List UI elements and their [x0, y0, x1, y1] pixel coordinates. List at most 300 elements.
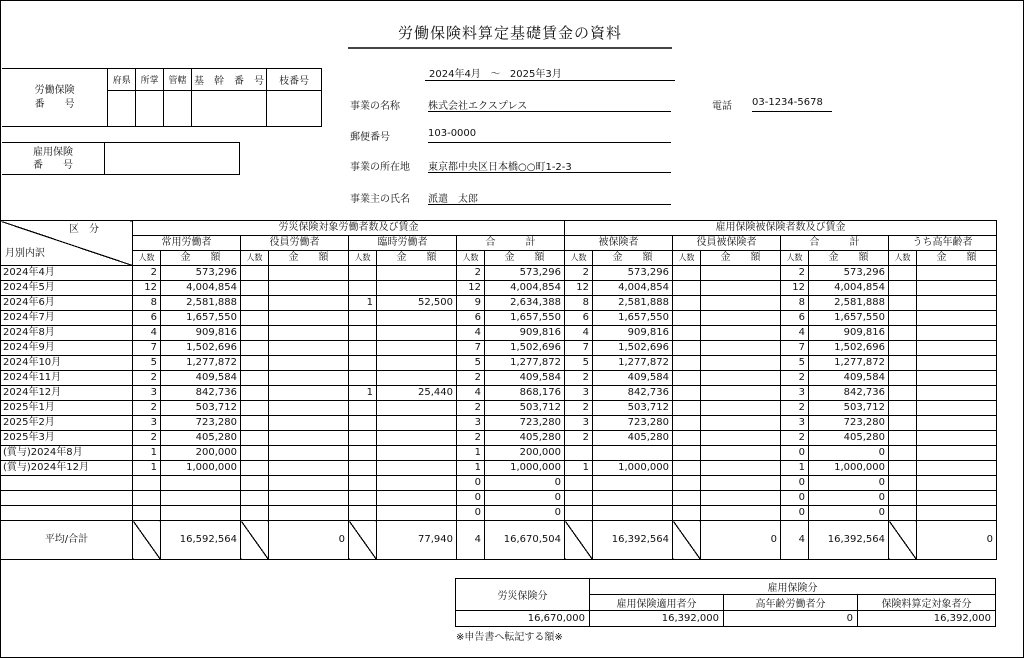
amount-cell[interactable]	[917, 311, 997, 326]
count-cell[interactable]: 3	[457, 416, 485, 431]
ninzu-header: 人数	[349, 251, 377, 266]
table-row	[1, 416, 997, 431]
count-cell[interactable]: 2	[781, 371, 809, 386]
count-cell[interactable]: 8	[781, 296, 809, 311]
count-cell[interactable]	[349, 446, 377, 461]
amount-cell[interactable]	[269, 401, 349, 416]
count-cell[interactable]: 0	[457, 491, 485, 506]
col-shosho: 所掌	[136, 69, 164, 91]
amount-cell[interactable]	[269, 491, 349, 506]
count-cell[interactable]: 3	[565, 416, 593, 431]
count-cell[interactable]	[889, 281, 917, 296]
amount-cell[interactable]	[701, 326, 781, 341]
amount-cell[interactable]	[917, 491, 997, 506]
amount-cell[interactable]: 4,004,854	[593, 281, 673, 296]
amount-cell[interactable]	[269, 506, 349, 521]
count-cell[interactable]: 2	[133, 401, 161, 416]
amount-cell[interactable]	[269, 266, 349, 281]
count-cell[interactable]	[673, 491, 701, 506]
count-cell[interactable]	[133, 506, 161, 521]
amount-cell[interactable]	[161, 506, 241, 521]
amount-cell[interactable]	[917, 506, 997, 521]
count-cell[interactable]	[673, 476, 701, 491]
count-cell[interactable]	[349, 356, 377, 371]
amount-cell[interactable]	[269, 476, 349, 491]
kingaku-header: 金 額	[593, 251, 673, 266]
amount-cell[interactable]	[917, 341, 997, 356]
amount-cell[interactable]	[377, 266, 457, 281]
count-cell[interactable]: 3	[781, 386, 809, 401]
amount-cell[interactable]: 1,502,696	[809, 341, 889, 356]
count-cell[interactable]: 0	[781, 491, 809, 506]
amount-cell[interactable]	[917, 371, 997, 386]
count-cell[interactable]	[241, 296, 269, 311]
amount-cell[interactable]	[377, 491, 457, 506]
count-cell[interactable]	[349, 311, 377, 326]
count-cell[interactable]	[673, 386, 701, 401]
amount-cell[interactable]	[377, 281, 457, 296]
count-cell[interactable]	[241, 461, 269, 476]
amount-cell[interactable]	[701, 476, 781, 491]
amount-cell[interactable]: 2,581,888	[809, 296, 889, 311]
count-cell[interactable]: 8	[133, 296, 161, 311]
amount-cell[interactable]: 0	[485, 506, 565, 521]
count-cell[interactable]: 3	[565, 386, 593, 401]
count-cell[interactable]	[673, 326, 701, 341]
amount-cell[interactable]: 4,004,854	[809, 281, 889, 296]
amount-cell[interactable]: 2,581,888	[161, 296, 241, 311]
amount-cell[interactable]: 52,500	[377, 296, 457, 311]
amount-cell[interactable]	[701, 371, 781, 386]
amount-cell[interactable]: 723,280	[161, 416, 241, 431]
count-cell[interactable]	[673, 506, 701, 521]
count-cell[interactable]	[889, 476, 917, 491]
amount-cell[interactable]: 200,000	[485, 446, 565, 461]
count-cell[interactable]: 5	[565, 356, 593, 371]
count-cell[interactable]: 2	[565, 371, 593, 386]
amount-cell[interactable]	[377, 341, 457, 356]
amount-cell[interactable]	[377, 431, 457, 446]
count-cell[interactable]	[241, 401, 269, 416]
amount-cell[interactable]: 409,584	[161, 371, 241, 386]
col-kankatsu: 管轄	[164, 69, 192, 91]
count-cell[interactable]: 2	[133, 371, 161, 386]
count-cell[interactable]: 6	[457, 311, 485, 326]
amount-cell[interactable]: 200,000	[161, 446, 241, 461]
count-cell[interactable]: 12	[565, 281, 593, 296]
row-label: 2024年5月	[1, 281, 133, 296]
count-cell[interactable]	[889, 371, 917, 386]
count-cell[interactable]	[133, 476, 161, 491]
amount-cell[interactable]: 723,280	[485, 416, 565, 431]
transfer-note: ※申告書へ転記する額※	[456, 632, 563, 643]
count-cell[interactable]	[349, 431, 377, 446]
amount-cell[interactable]: 909,816	[161, 326, 241, 341]
count-cell[interactable]: 6	[133, 311, 161, 326]
amount-cell[interactable]: 1,277,872	[161, 356, 241, 371]
amount-cell[interactable]	[269, 341, 349, 356]
amount-cell[interactable]: 503,712	[593, 401, 673, 416]
amount-cell[interactable]: 909,816	[593, 326, 673, 341]
count-cell[interactable]: 2	[565, 266, 593, 281]
count-cell[interactable]	[349, 416, 377, 431]
amount-cell[interactable]	[917, 266, 997, 281]
count-cell[interactable]: 3	[133, 416, 161, 431]
amount-cell[interactable]	[701, 281, 781, 296]
count-cell[interactable]: 2	[781, 431, 809, 446]
amount-cell[interactable]	[161, 491, 241, 506]
amount-cell[interactable]: 405,280	[809, 431, 889, 446]
count-cell[interactable]	[673, 266, 701, 281]
col-branch-number: 枝番号	[267, 69, 322, 91]
kubun-header: 区 分 月別内訳	[1, 221, 133, 266]
amount-cell[interactable]	[269, 326, 349, 341]
count-cell[interactable]: 4	[781, 326, 809, 341]
amount-cell[interactable]: 0	[809, 491, 889, 506]
count-cell[interactable]	[565, 446, 593, 461]
count-cell[interactable]: 6	[781, 311, 809, 326]
amount-cell[interactable]	[917, 326, 997, 341]
cell-shosho[interactable]	[136, 91, 164, 127]
amount-cell[interactable]: 1,277,872	[809, 356, 889, 371]
count-cell[interactable]: 0	[781, 506, 809, 521]
count-cell[interactable]	[241, 371, 269, 386]
count-cell[interactable]	[241, 266, 269, 281]
count-cell[interactable]: 7	[781, 341, 809, 356]
count-cell[interactable]: 2	[457, 371, 485, 386]
count-cell[interactable]	[673, 296, 701, 311]
amount-cell[interactable]: 1,277,872	[485, 356, 565, 371]
amount-cell[interactable]: 723,280	[593, 416, 673, 431]
count-cell[interactable]: 12	[781, 281, 809, 296]
count-cell[interactable]	[673, 356, 701, 371]
cell-kankatsu[interactable]	[164, 91, 192, 127]
amount-cell[interactable]	[593, 476, 673, 491]
amount-cell[interactable]: 0	[809, 446, 889, 461]
amount-cell[interactable]: 409,584	[809, 371, 889, 386]
amount-cell[interactable]	[269, 386, 349, 401]
amount-cell[interactable]: 0	[809, 476, 889, 491]
amount-cell[interactable]	[917, 401, 997, 416]
amount-cell[interactable]: 1,657,550	[485, 311, 565, 326]
count-cell[interactable]	[673, 281, 701, 296]
amount-cell[interactable]	[269, 296, 349, 311]
count-cell[interactable]	[673, 341, 701, 356]
count-cell[interactable]	[241, 386, 269, 401]
amount-cell[interactable]	[269, 356, 349, 371]
count-cell[interactable]: 2	[565, 431, 593, 446]
count-cell[interactable]	[241, 491, 269, 506]
amount-cell[interactable]	[917, 296, 997, 311]
amount-cell[interactable]: 1,657,550	[161, 311, 241, 326]
amount-cell[interactable]: 573,296	[593, 266, 673, 281]
amount-cell[interactable]	[269, 431, 349, 446]
amount-cell[interactable]: 0	[485, 491, 565, 506]
amount-cell[interactable]: 909,816	[809, 326, 889, 341]
amount-cell[interactable]	[917, 281, 997, 296]
count-cell[interactable]: 0	[457, 506, 485, 521]
count-cell[interactable]	[673, 401, 701, 416]
postal-label: 郵便番号	[350, 132, 390, 143]
amount-cell[interactable]: 405,280	[593, 431, 673, 446]
count-cell[interactable]	[889, 386, 917, 401]
amount-cell[interactable]: 1,657,550	[593, 311, 673, 326]
amount-cell[interactable]: 0	[485, 476, 565, 491]
amount-cell[interactable]	[701, 491, 781, 506]
amount-cell[interactable]: 409,584	[485, 371, 565, 386]
amount-cell[interactable]	[377, 371, 457, 386]
amount-cell[interactable]	[377, 356, 457, 371]
count-cell[interactable]: 1	[457, 461, 485, 476]
count-cell[interactable]	[889, 356, 917, 371]
amount-cell[interactable]	[917, 356, 997, 371]
count-cell[interactable]: 0	[781, 446, 809, 461]
count-cell[interactable]: 2	[565, 401, 593, 416]
count-cell[interactable]	[241, 311, 269, 326]
count-cell[interactable]: 2	[781, 266, 809, 281]
count-cell[interactable]: 1	[349, 386, 377, 401]
count-cell[interactable]	[349, 281, 377, 296]
amount-cell[interactable]	[701, 416, 781, 431]
amount-cell[interactable]	[269, 311, 349, 326]
cell-prefecture[interactable]	[108, 91, 136, 127]
count-cell[interactable]: 1	[781, 461, 809, 476]
amount-cell[interactable]	[917, 416, 997, 431]
count-cell[interactable]: 2	[457, 401, 485, 416]
count-cell[interactable]	[349, 326, 377, 341]
count-cell[interactable]	[673, 371, 701, 386]
count-cell[interactable]	[565, 506, 593, 521]
count-cell[interactable]: 12	[457, 281, 485, 296]
count-cell[interactable]: 4	[457, 326, 485, 341]
amount-cell[interactable]	[269, 461, 349, 476]
total-elderly: 0	[917, 521, 997, 560]
count-cell[interactable]	[349, 506, 377, 521]
count-cell[interactable]: 1	[349, 296, 377, 311]
count-cell[interactable]	[133, 491, 161, 506]
amount-cell[interactable]: 909,816	[485, 326, 565, 341]
count-cell[interactable]	[241, 431, 269, 446]
amount-cell[interactable]	[269, 371, 349, 386]
subheader-2: 臨時労働者	[349, 236, 457, 251]
amount-cell[interactable]: 25,440	[377, 386, 457, 401]
amount-cell[interactable]: 842,736	[161, 386, 241, 401]
count-cell[interactable]	[349, 401, 377, 416]
count-cell[interactable]	[673, 461, 701, 476]
count-cell[interactable]	[241, 416, 269, 431]
count-cell[interactable]	[241, 476, 269, 491]
count-cell[interactable]	[889, 431, 917, 446]
count-cell[interactable]	[673, 416, 701, 431]
amount-cell[interactable]: 1,657,550	[809, 311, 889, 326]
count-cell[interactable]: 9	[457, 296, 485, 311]
count-cell[interactable]: 2	[457, 431, 485, 446]
count-cell[interactable]	[673, 311, 701, 326]
amount-cell[interactable]	[701, 356, 781, 371]
count-cell[interactable]: 4	[133, 326, 161, 341]
amount-cell[interactable]: 1,000,000	[161, 461, 241, 476]
count-cell[interactable]	[673, 431, 701, 446]
amount-cell[interactable]	[701, 401, 781, 416]
amount-cell[interactable]: 2,581,888	[593, 296, 673, 311]
count-cell[interactable]: 8	[565, 296, 593, 311]
count-cell[interactable]: 2	[133, 266, 161, 281]
count-cell[interactable]	[889, 461, 917, 476]
count-cell[interactable]	[565, 476, 593, 491]
kingaku-header: 金 額	[701, 251, 781, 266]
count-cell[interactable]	[673, 446, 701, 461]
cell-employment-number[interactable]	[105, 143, 240, 175]
count-cell[interactable]	[349, 491, 377, 506]
count-cell[interactable]	[889, 341, 917, 356]
count-cell[interactable]: 1	[457, 446, 485, 461]
count-cell[interactable]	[241, 326, 269, 341]
count-cell[interactable]: 0	[781, 476, 809, 491]
amount-cell[interactable]	[701, 341, 781, 356]
count-cell[interactable]	[889, 296, 917, 311]
amount-cell[interactable]: 1,000,000	[593, 461, 673, 476]
count-cell[interactable]	[889, 326, 917, 341]
amount-cell[interactable]	[917, 446, 997, 461]
kingaku-header: 金 額	[377, 251, 457, 266]
count-cell[interactable]	[889, 416, 917, 431]
amount-cell[interactable]: 4,004,854	[485, 281, 565, 296]
count-cell[interactable]: 5	[781, 356, 809, 371]
amount-cell[interactable]: 842,736	[593, 386, 673, 401]
amount-cell[interactable]: 503,712	[485, 401, 565, 416]
count-cell[interactable]: 4	[457, 386, 485, 401]
amount-cell[interactable]: 842,736	[809, 386, 889, 401]
amount-cell[interactable]	[593, 506, 673, 521]
count-cell[interactable]: 3	[133, 386, 161, 401]
amount-cell[interactable]	[701, 311, 781, 326]
row-label: 2024年7月	[1, 311, 133, 326]
count-cell[interactable]: 7	[133, 341, 161, 356]
amount-cell[interactable]	[593, 491, 673, 506]
amount-cell[interactable]: 405,280	[485, 431, 565, 446]
row-label: 2024年12月	[1, 386, 133, 401]
amount-cell[interactable]: 503,712	[161, 401, 241, 416]
amount-cell[interactable]: 0	[809, 506, 889, 521]
count-cell[interactable]	[241, 356, 269, 371]
amount-cell[interactable]	[701, 506, 781, 521]
amount-cell[interactable]	[593, 446, 673, 461]
amount-cell[interactable]: 2,634,388	[485, 296, 565, 311]
count-cell[interactable]: 3	[781, 416, 809, 431]
count-cell[interactable]: 1	[133, 461, 161, 476]
count-cell[interactable]	[565, 491, 593, 506]
count-cell[interactable]: 1	[133, 446, 161, 461]
count-cell[interactable]: 2	[133, 431, 161, 446]
count-cell[interactable]	[349, 341, 377, 356]
count-cell[interactable]	[349, 461, 377, 476]
count-cell[interactable]: 6	[565, 311, 593, 326]
kingaku-header: 金 額	[809, 251, 889, 266]
amount-cell[interactable]	[701, 461, 781, 476]
amount-cell[interactable]: 573,296	[161, 266, 241, 281]
count-cell[interactable]	[889, 266, 917, 281]
count-cell[interactable]: 0	[457, 476, 485, 491]
amount-cell[interactable]: 573,296	[809, 266, 889, 281]
amount-cell[interactable]	[161, 476, 241, 491]
amount-cell[interactable]	[701, 446, 781, 461]
count-cell[interactable]: 7	[565, 341, 593, 356]
count-cell[interactable]	[889, 506, 917, 521]
amount-cell[interactable]	[269, 281, 349, 296]
count-cell[interactable]	[889, 446, 917, 461]
amount-cell[interactable]	[377, 416, 457, 431]
amount-cell[interactable]	[377, 446, 457, 461]
amount-cell[interactable]	[269, 416, 349, 431]
amount-cell[interactable]: 1,502,696	[593, 341, 673, 356]
amount-cell[interactable]: 573,296	[485, 266, 565, 281]
count-cell[interactable]: 12	[133, 281, 161, 296]
count-cell[interactable]	[349, 476, 377, 491]
amount-cell[interactable]	[701, 296, 781, 311]
count-cell[interactable]	[889, 491, 917, 506]
amount-cell[interactable]	[701, 266, 781, 281]
amount-cell[interactable]: 1,277,872	[593, 356, 673, 371]
count-cell[interactable]: 2	[457, 266, 485, 281]
amount-cell[interactable]: 409,584	[593, 371, 673, 386]
amount-cell[interactable]: 503,712	[809, 401, 889, 416]
table-row	[1, 296, 997, 311]
count-cell[interactable]	[889, 401, 917, 416]
count-cell[interactable]: 5	[133, 356, 161, 371]
amount-cell[interactable]	[377, 401, 457, 416]
total-slash	[673, 521, 701, 560]
amount-cell[interactable]	[917, 461, 997, 476]
count-cell[interactable]	[241, 281, 269, 296]
amount-cell[interactable]	[377, 506, 457, 521]
amount-cell[interactable]: 723,280	[809, 416, 889, 431]
amount-cell[interactable]	[269, 446, 349, 461]
cell-kikan-number[interactable]	[191, 91, 266, 127]
amount-cell[interactable]	[377, 461, 457, 476]
count-cell[interactable]: 5	[457, 356, 485, 371]
amount-cell[interactable]	[917, 476, 997, 491]
amount-cell[interactable]: 1,502,696	[161, 341, 241, 356]
amount-cell[interactable]	[701, 431, 781, 446]
amount-cell[interactable]: 4,004,854	[161, 281, 241, 296]
count-cell[interactable]	[241, 506, 269, 521]
amount-cell[interactable]: 1,000,000	[485, 461, 565, 476]
amount-cell[interactable]	[917, 386, 997, 401]
count-cell[interactable]: 4	[565, 326, 593, 341]
amount-cell[interactable]: 1,502,696	[485, 341, 565, 356]
amount-cell[interactable]: 1,000,000	[809, 461, 889, 476]
count-cell[interactable]: 7	[457, 341, 485, 356]
amount-cell[interactable]	[377, 326, 457, 341]
row-label: 2025年2月	[1, 416, 133, 431]
amount-cell[interactable]	[917, 431, 997, 446]
count-cell[interactable]	[889, 311, 917, 326]
amount-cell[interactable]: 868,176	[485, 386, 565, 401]
amount-cell[interactable]	[377, 311, 457, 326]
cell-branch-number[interactable]	[267, 91, 322, 127]
count-cell[interactable]: 2	[781, 401, 809, 416]
amount-cell[interactable]	[701, 386, 781, 401]
count-cell[interactable]	[241, 446, 269, 461]
count-cell[interactable]	[349, 371, 377, 386]
amount-cell[interactable]: 405,280	[161, 431, 241, 446]
kingaku-header: 金 額	[485, 251, 565, 266]
ninzu-header: 人数	[781, 251, 809, 266]
amount-cell[interactable]	[377, 476, 457, 491]
count-cell[interactable]	[241, 341, 269, 356]
count-cell[interactable]: 1	[565, 461, 593, 476]
count-cell[interactable]	[349, 266, 377, 281]
